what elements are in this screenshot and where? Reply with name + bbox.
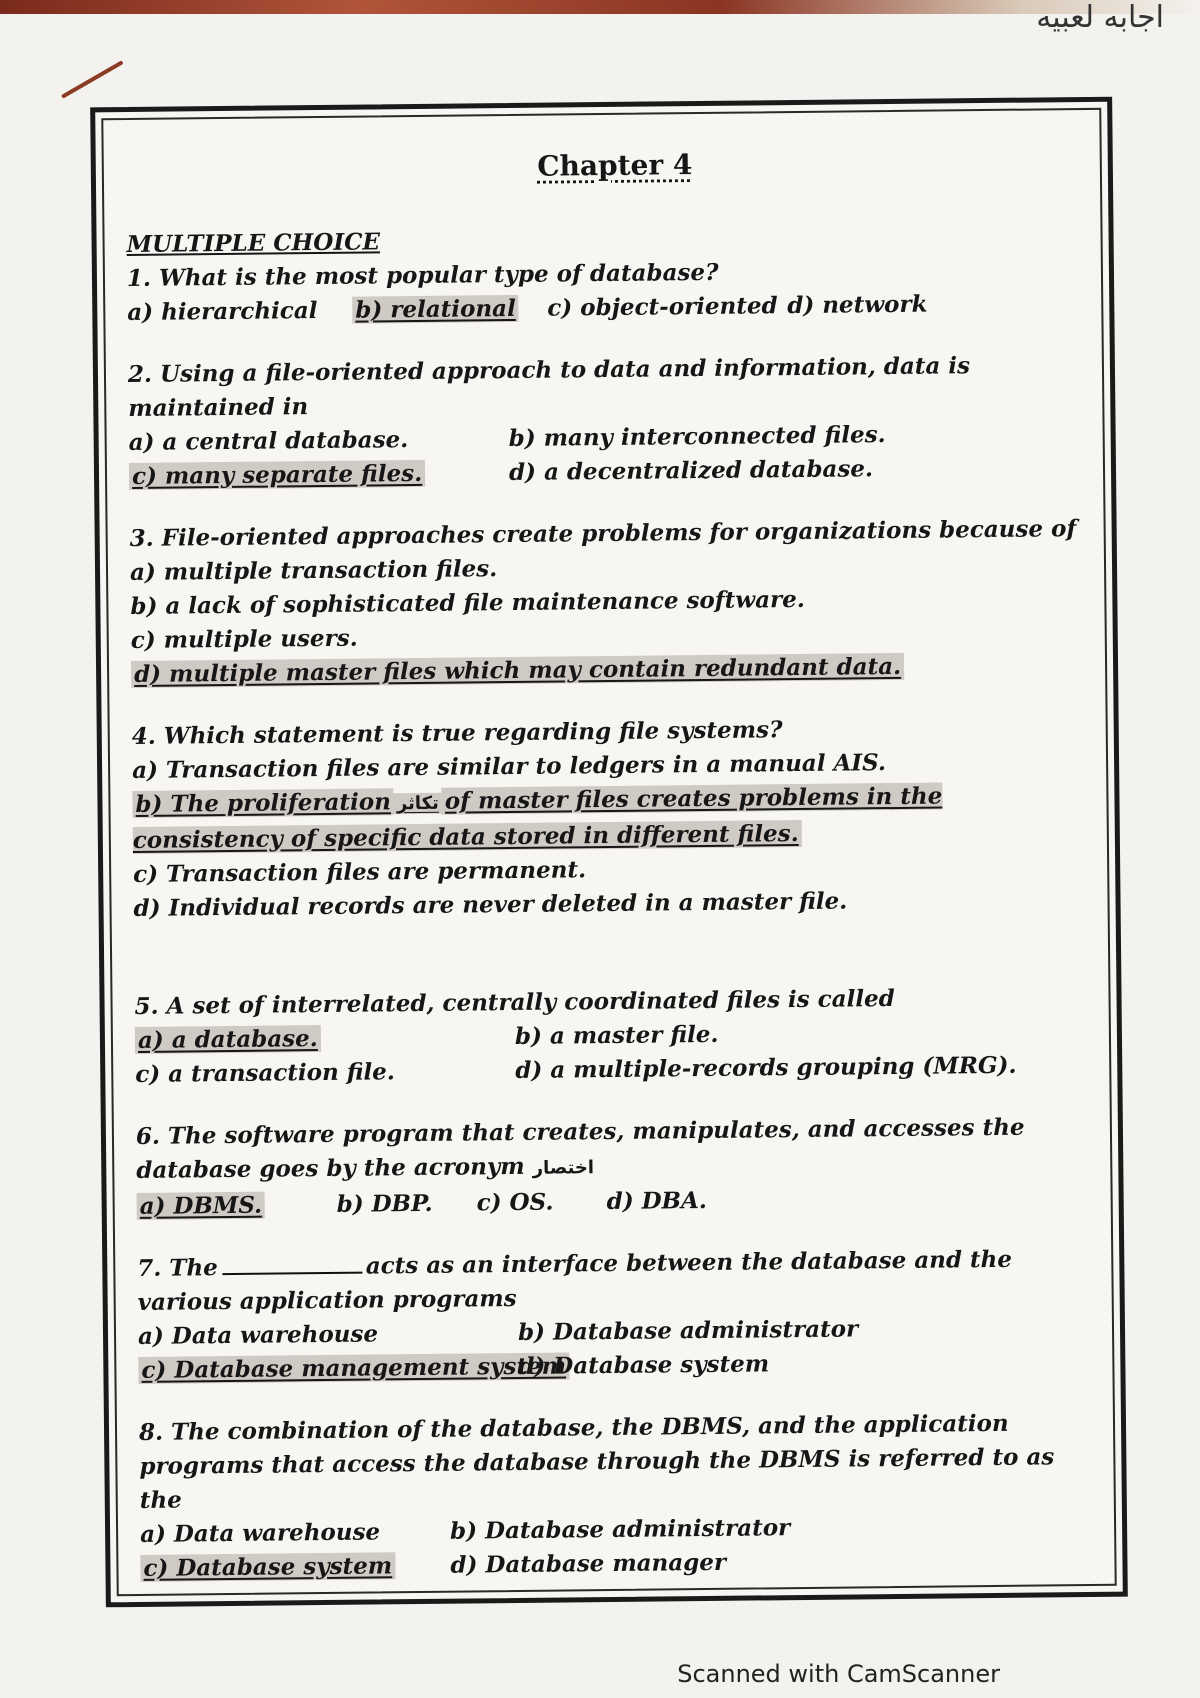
option-a: a) Transaction files are similar to ledgers in a manual AIS.: [131, 749, 887, 784]
question-stem-end: acts as an interface between the database and the various application programs: [137, 1245, 1013, 1316]
section-heading: MULTIPLE CHOICE: [126, 228, 381, 259]
option-c: c) multiple users.: [130, 624, 358, 654]
option-d: d) network: [787, 290, 928, 320]
question-stem-start: 7. The: [137, 1254, 218, 1282]
option-c: c) OS.: [476, 1188, 554, 1217]
handwritten-translation: تكاثر: [394, 793, 442, 815]
worksheet-frame: [90, 97, 1128, 1608]
question-stem: 8. The combination of the database, the DBMS, and the application programs that access the database through the DBMS is referred to as the: [138, 1409, 1055, 1514]
option-a-answer: a) a database.: [135, 1025, 321, 1054]
option-b: b) Database administrator: [517, 1315, 859, 1346]
option-c: c) Transaction files are permanent.: [133, 856, 587, 888]
question-1: [127, 252, 1086, 330]
option-d: d) a decentralized database.: [508, 455, 874, 487]
question-stem: 1. What is the most popular type of database?: [126, 258, 719, 293]
chapter-title: Chapter 4: [537, 148, 693, 183]
page-top-edge: [0, 0, 1200, 14]
question-7: [137, 1242, 1096, 1388]
question-stem: [137, 1242, 1096, 1320]
option-list: [130, 546, 1089, 692]
option-list: [132, 744, 1092, 926]
option-d: d) a multiple-records grouping (MRG).: [515, 1051, 1017, 1084]
option-b-rest: of master files creates problems in the consistency of specific data stored in different files.: [132, 782, 943, 854]
option-b: b) Database administrator: [449, 1514, 791, 1545]
option-a: a) Data warehouse: [137, 1320, 379, 1350]
option-list: [138, 1310, 1097, 1388]
question-stem: 3. File-oriented approaches create problems for organizations because of: [129, 515, 1077, 553]
option-list: [140, 1508, 1099, 1586]
option-c-answer: c) Database system: [140, 1552, 395, 1582]
option-list: [135, 1014, 1094, 1092]
question-2: [128, 348, 1087, 494]
option-b-answer: [132, 778, 1091, 858]
question-3: [130, 512, 1090, 692]
question-5: [134, 980, 1093, 1092]
question-6: [136, 1110, 1095, 1224]
question-stem-text: 6. The software program that creates, manipulates, and accesses the database goes by the acronym: [135, 1113, 1025, 1184]
option-b-answer: b) relational: [352, 295, 519, 324]
option-b-start: b) The proliferation: [132, 788, 394, 818]
option-c: c) a transaction file.: [135, 1058, 395, 1088]
option-b: b) many interconnected files.: [508, 421, 886, 453]
option-a-answer: a) DBMS.: [137, 1192, 266, 1220]
option-a: a) Data warehouse: [139, 1518, 381, 1548]
scanner-watermark: Scanned with CamScanner: [677, 1660, 1000, 1688]
handwritten-translation: اختصار: [532, 1157, 595, 1179]
option-a: a) a central database.: [128, 426, 409, 457]
option-d: d) Database manager: [450, 1548, 727, 1579]
question-stem: 5. A set of interrelated, centrally coordinated files is called: [134, 985, 895, 1020]
option-b: b) a master file.: [514, 1020, 719, 1050]
pen-mark: [61, 60, 124, 98]
option-a: a) multiple transaction files.: [129, 555, 498, 586]
question-stem: 4. Which statement is true regarding file systems?: [131, 716, 783, 750]
option-d: d) Database system: [518, 1350, 770, 1380]
worksheet-content: [126, 144, 1099, 1614]
option-c-answer: c) Database management system: [138, 1352, 569, 1384]
option-c: c) object-oriented: [547, 292, 778, 322]
handwritten-note: اجابه لعبيه: [1036, 0, 1164, 35]
option-a: a) hierarchical: [127, 297, 318, 327]
question-stem: 2. Using a file-oriented approach to data and information, data is maintained in: [127, 352, 971, 423]
option-b: b) DBP.: [336, 1189, 433, 1218]
option-d: d) Individual records are never deleted in a master file.: [133, 887, 848, 922]
question-8: [139, 1406, 1099, 1586]
option-b: b) a lack of sophisticated file maintenance software.: [130, 585, 805, 620]
option-d-answer: d) multiple master files which may contain redundant data.: [131, 653, 904, 688]
option-list: [129, 416, 1088, 494]
option-c-answer: c) many separate files.: [129, 460, 425, 490]
question-stem: [136, 1110, 1095, 1190]
fill-in-blank: [222, 1272, 362, 1275]
question-4: [132, 710, 1092, 926]
option-d: d) DBA.: [606, 1186, 708, 1216]
